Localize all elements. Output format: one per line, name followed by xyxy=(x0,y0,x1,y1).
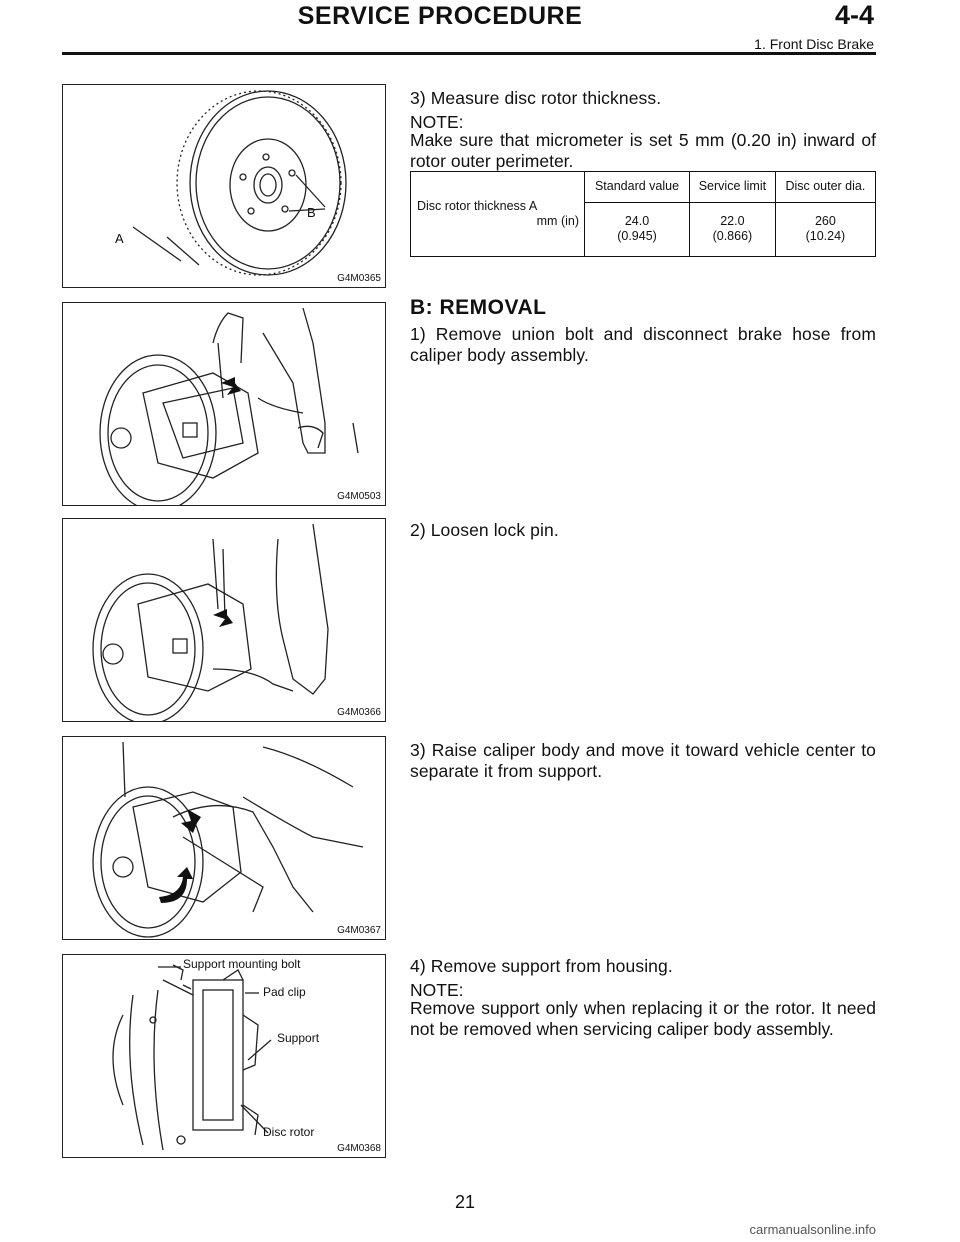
label-disc-rotor: Disc rotor xyxy=(263,1125,315,1139)
section-subtitle: 1. Front Disc Brake xyxy=(754,36,874,52)
figure-caption: G4M0368 xyxy=(337,1143,381,1154)
header-rule xyxy=(62,52,876,55)
note-label: NOTE: xyxy=(410,112,464,132)
spec-table xyxy=(410,171,876,257)
raise-caliper-illustration xyxy=(63,737,385,939)
label-a: A xyxy=(115,231,124,246)
label-pad-clip: Pad clip xyxy=(263,985,306,999)
figure-rotor-thickness xyxy=(62,84,386,288)
removal-heading: B: REMOVAL xyxy=(410,296,547,319)
label-b: B xyxy=(307,205,316,220)
section-title: SERVICE PROCEDURE xyxy=(297,2,583,30)
step-measure: 3) Measure disc rotor thickness. xyxy=(410,88,662,108)
header-standard: Standard value xyxy=(585,172,690,203)
page-number: 21 xyxy=(455,1192,476,1212)
note-text-2: Remove support only when replacing it or the rotor. It need not be removed when servicing caliper body assembly. xyxy=(410,998,876,1039)
label-support: Support xyxy=(277,1031,320,1045)
arrow-icon xyxy=(213,609,233,627)
spec-label: Disc rotor thickness A mm (in) xyxy=(411,172,585,257)
figure-caption: G4M0503 xyxy=(337,491,381,502)
step-3: 3) Raise caliper body and move it toward vehicle center to separate it from support. xyxy=(410,740,876,781)
figure-remove-support xyxy=(62,954,386,1158)
label-support-bolt: Support mounting bolt xyxy=(183,957,301,971)
step-4: 4) Remove support from housing. xyxy=(410,956,673,976)
value-diameter: 260 (10.24) xyxy=(775,202,875,256)
spec-unit: mm (in) xyxy=(536,214,579,228)
figure-caption: G4M0365 xyxy=(337,273,381,284)
figure-caption: G4M0366 xyxy=(337,707,381,718)
lock-pin-illustration xyxy=(63,519,385,721)
note-text: Make sure that micrometer is set 5 mm (0.20 in) inward of rotor outer perimeter. xyxy=(410,130,876,171)
figure-caption: G4M0367 xyxy=(337,925,381,936)
value-standard: 24.0 (0.945) xyxy=(585,202,690,256)
support-illustration xyxy=(63,955,385,1157)
caliper-hose-illustration xyxy=(63,303,385,505)
value-limit: 22.0 (0.866) xyxy=(690,202,776,256)
watermark: carmanualsonline.info xyxy=(749,1222,876,1237)
figure-union-bolt xyxy=(62,302,386,506)
step-2: 2) Loosen lock pin. xyxy=(410,520,559,540)
header-limit: Service limit xyxy=(690,172,776,203)
rotor-illustration xyxy=(63,85,385,287)
figure-lock-pin xyxy=(62,518,386,722)
note-label-2: NOTE: xyxy=(410,980,464,1000)
header-diameter: Disc outer dia. xyxy=(775,172,875,203)
figure-raise-caliper xyxy=(62,736,386,940)
section-code: 4-4 xyxy=(834,0,874,30)
step-1: 1) Remove union bolt and disconnect brake hose from caliper body assembly. xyxy=(410,324,876,365)
